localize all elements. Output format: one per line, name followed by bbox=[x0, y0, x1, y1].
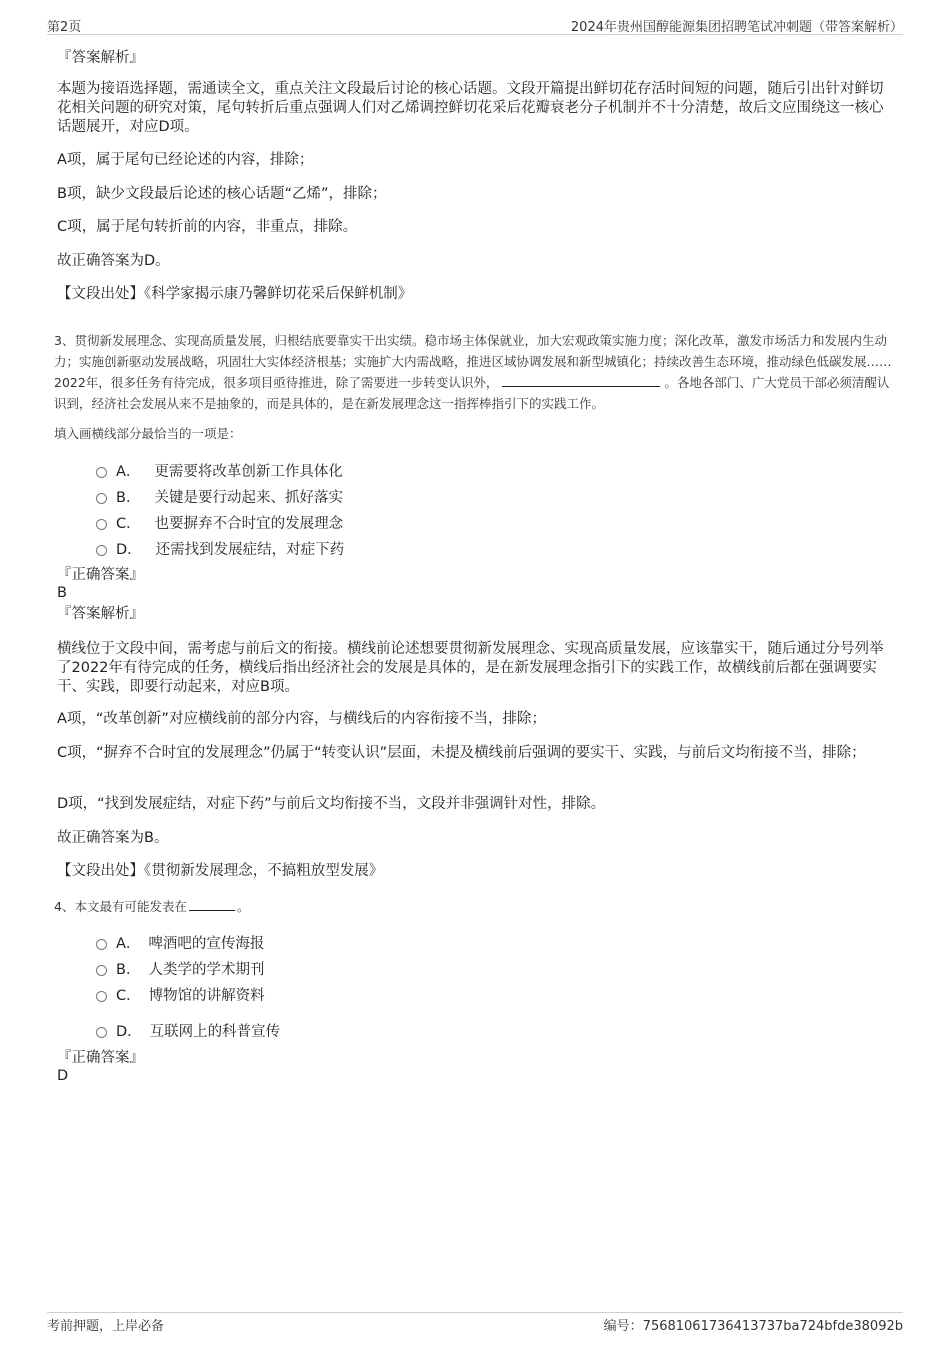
q2-option-a-analysis: A项，属于尾句已经论述的内容，排除； bbox=[57, 152, 314, 168]
q3-answer: B bbox=[57, 585, 67, 601]
q3-option-c[interactable]: C． 也要摒弃不合时宜的发展理念 bbox=[96, 512, 343, 533]
page-header bbox=[47, 14, 903, 35]
q2-option-b-analysis: B项，缺少文段最后论述的核心话题“乙烯”，排除； bbox=[57, 186, 387, 202]
radio-icon[interactable] bbox=[96, 965, 107, 976]
q2-analysis-text: 本题为接语选择题，需通读全文，重点关注文段最后讨论的核心话题。文段开篇提出鲜切花存活时间短的问题，随后引出针对鲜切花相关问题的研究对策，尾句转折后重点强调人们对乙烯调控鲜切花采后花瓣衰老分子机制并不十分清楚，故后文应围绕这一核心话题展开，对应D项。 bbox=[57, 81, 884, 135]
radio-icon[interactable] bbox=[96, 493, 107, 504]
radio-icon[interactable] bbox=[96, 467, 107, 478]
q3-stem bbox=[54, 330, 899, 414]
q2-source: 【文段出处】《科学家揭示康乃馨鲜切花采后保鲜机制》 bbox=[57, 286, 413, 302]
q3-stem-before-blank: 3、贯彻新发展理念、实现高质量发展，归根结底要靠实干出实绩。稳市场主体保就业，加大宏观政策实施力度；深化改革，激发市场活力和发展内生动力；实施创新驱动发展战略，巩固壮大实体经济根基；实施扩大内需战略，推进区域协调发展和新型城镇化；持续改善生态环境，推动绿色低碳发展……2022年，很多任务有待完成，很多项目亟待推进，除了需要进一步转变认识外， bbox=[54, 333, 892, 390]
q4-option-b[interactable]: B． 人类学的学术期刊 bbox=[96, 958, 264, 979]
q3-stem-after-blank: 。各地各部门、广大党员干部必须清醒认识到，经济社会发展从来不是抽象的，而是具体的，是在新发展理念这一指挥棒指引下的实践工作。 bbox=[54, 375, 890, 411]
document-title: 2024年贵州国醇能源集团招聘笔试冲刺题（带答案解析） bbox=[570, 20, 903, 35]
footer-slogan: 考前押题，上岸必备 bbox=[47, 1319, 165, 1334]
radio-icon[interactable] bbox=[96, 545, 107, 556]
q3-option-a-analysis: A项，“改革创新”对应横线前的部分内容，与横线后的内容衔接不当，排除； bbox=[57, 711, 546, 727]
q2-conclusion: 故正确答案为D。 bbox=[57, 253, 170, 269]
q4-answer-label: 『正确答案』 bbox=[57, 1050, 144, 1066]
q2-option-c-analysis: C项，属于尾句转折前的内容，非重点，排除。 bbox=[57, 219, 358, 235]
q3-answer-label: 『正确答案』 bbox=[57, 567, 144, 583]
q3-option-c-analysis: C项，“摒弃不合时宜的发展理念”仍属于“转变认识”层面，未提及横线前后强调的要实干、实践，与前后文均衔接不当，排除； bbox=[57, 745, 866, 761]
q4-option-d[interactable]: D． 互联网上的科普宣传 bbox=[96, 1020, 280, 1041]
q3-prompt: 填入画横线部分最恰当的一项是： bbox=[54, 426, 242, 441]
page-footer bbox=[47, 1312, 903, 1339]
q3-option-d-analysis: D项，“找到发展症结，对症下药”与前后文均衔接不当，文段并非强调针对性，排除。 bbox=[57, 796, 606, 812]
q3-conclusion: 故正确答案为B。 bbox=[57, 830, 169, 846]
q4-option-c[interactable]: C． 博物馆的讲解资料 bbox=[96, 984, 265, 1005]
radio-icon[interactable] bbox=[96, 939, 107, 950]
q4-stem bbox=[54, 896, 899, 917]
q4-blank bbox=[189, 898, 235, 911]
q3-analysis-text: 横线位于文段中间，需考虑与前后文的衔接。横线前论述想要贯彻新发展理念、实现高质量发展，应该靠实干，随后通过分号列举了2022年有待完成的任务，横线后指出经济社会的发展是具体的，是在新发展理念指引下的实践工作，故横线前后都在强调要实干、实践，即要行动起来，对应B项。 bbox=[57, 641, 884, 695]
q3-blank bbox=[502, 374, 660, 387]
q3-option-d[interactable]: D． 还需找到发展症结，对症下药 bbox=[96, 538, 344, 559]
q3-option-b[interactable]: B． 关键是要行动起来、抓好落实 bbox=[96, 486, 343, 507]
q4-stem-text: 4、本文最有可能发表在 bbox=[54, 899, 187, 914]
radio-icon[interactable] bbox=[96, 519, 107, 530]
document-id: 编号：75681061736413737ba724bfde38092b bbox=[603, 1319, 903, 1334]
q4-option-a[interactable]: A． 啤酒吧的宣传海报 bbox=[96, 932, 264, 953]
q3-source: 【文段出处】《贯彻新发展理念，不搞粗放型发展》 bbox=[57, 863, 384, 879]
q3-option-a[interactable]: A． 更需要将改革创新工作具体化 bbox=[96, 460, 343, 481]
q4-stem-end: 。 bbox=[236, 899, 250, 914]
q3-analysis-label: 『答案解析』 bbox=[57, 606, 144, 622]
page-number: 第2页 bbox=[47, 20, 82, 35]
q4-answer: D bbox=[57, 1068, 69, 1084]
q2-analysis-label: 『答案解析』 bbox=[57, 50, 144, 66]
radio-icon[interactable] bbox=[96, 1027, 107, 1038]
radio-icon[interactable] bbox=[96, 991, 107, 1002]
